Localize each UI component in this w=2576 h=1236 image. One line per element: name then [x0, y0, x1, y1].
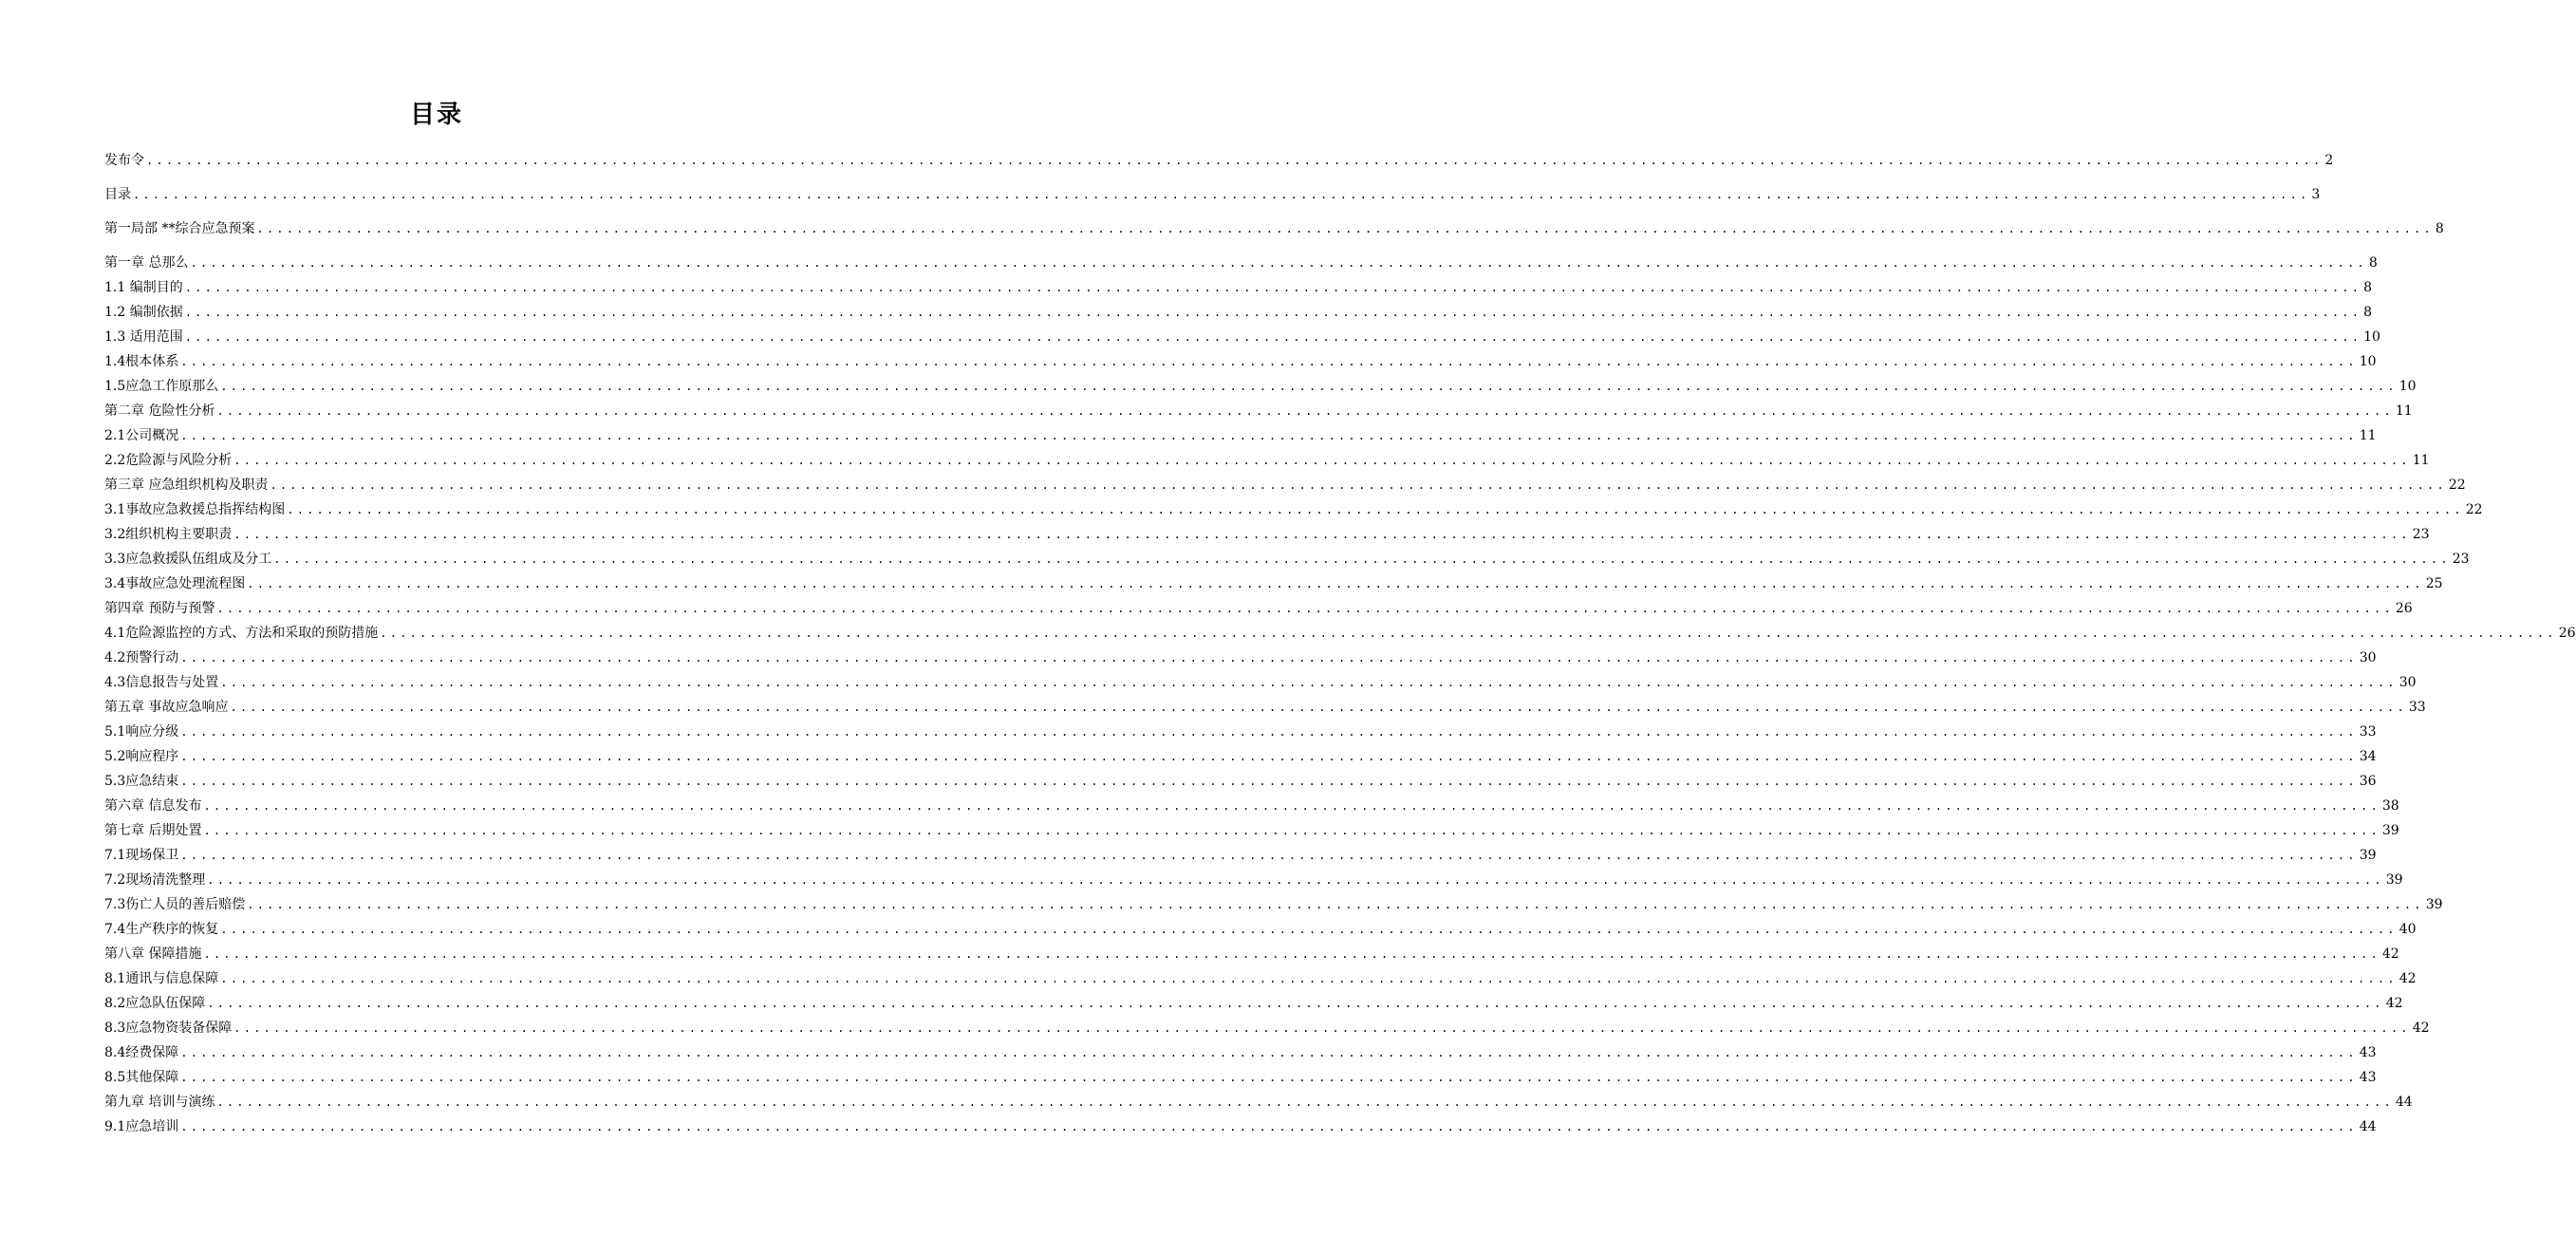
toc-dot-leader: ............................................................................................................................................................................................................................ — [270, 478, 2447, 492]
toc-entry-page-number: 42 — [2399, 971, 2417, 986]
toc-entry[interactable] — [104, 216, 2444, 237]
toc-entry-label: 第五章 事故应急响应 — [104, 700, 229, 715]
toc-entry-page-number: 34 — [2359, 749, 2377, 764]
toc-entry-label: 8.2应急队伍保障 — [104, 996, 206, 1011]
toc-dot-leader: ............................................................................................................................................................................................................................ — [220, 380, 2398, 393]
toc-entry[interactable] — [104, 251, 2378, 272]
toc-entry-page-number: 2 — [2324, 153, 2334, 168]
toc-entry-page-number: 10 — [2363, 329, 2380, 345]
toc-dot-leader: ............................................................................................................................................................................................................................ — [184, 306, 2362, 319]
toc-entry-label: 5.2响应程序 — [104, 749, 179, 764]
toc-entry-page-number: 39 — [2381, 823, 2399, 838]
toc-entry-label: 第二章 危险性分析 — [104, 403, 215, 419]
toc-entry[interactable] — [104, 892, 2443, 913]
toc-dot-leader: ............................................................................................................................................................................................................................ — [203, 799, 2380, 813]
toc-dot-leader: ............................................................................................................................................................................................................................ — [180, 750, 2358, 763]
toc-dot-leader: ............................................................................................................................................................................................................................ — [273, 552, 2451, 566]
toc-entry-label: 3.4事故应急处理流程图 — [104, 576, 246, 591]
toc-entry-page-number: 23 — [2412, 527, 2430, 542]
toc-entry-page-number: 25 — [2425, 576, 2443, 591]
toc-entry-label: 2.2危险源与风险分析 — [104, 453, 233, 468]
toc-entry[interactable] — [104, 1016, 2430, 1037]
toc-dot-leader: ............................................................................................................................................................................................................................ — [233, 1021, 2411, 1035]
toc-entry-label: 1.3 适用范围 — [104, 329, 183, 345]
toc-dot-leader: ............................................................................................................................................................................................................................ — [190, 256, 2367, 270]
toc-dot-leader: ............................................................................................................................................................................................................................ — [220, 676, 2398, 689]
toc-entry-page-number: 8 — [2435, 221, 2444, 236]
toc-entry[interactable] — [104, 349, 2377, 370]
toc-entry[interactable] — [104, 547, 2470, 568]
toc-entry[interactable] — [104, 497, 2483, 518]
toc-entry-label: 1.2 编制依据 — [104, 305, 183, 320]
toc-entry-label: 第四章 预防与预警 — [104, 601, 215, 616]
toc-entry-label: 7.4生产秩序的恢复 — [104, 922, 219, 937]
toc-entry[interactable] — [104, 473, 2466, 494]
toc-entry[interactable] — [104, 571, 2443, 592]
toc-entry-label: 3.3应急救援队伍组成及分工 — [104, 552, 272, 567]
toc-entry-page-number: 23 — [2452, 552, 2470, 567]
toc-entry[interactable] — [104, 1114, 2377, 1135]
toc-dot-leader: ............................................................................................................................................................................................................................ — [247, 898, 2424, 911]
toc-entry[interactable] — [104, 621, 2576, 642]
toc-dot-leader: ............................................................................................................................................................................................................................ — [247, 577, 2424, 590]
toc-entry-page-number: 26 — [2558, 626, 2576, 641]
toc-dot-leader: ............................................................................................................................................................................................................................ — [203, 824, 2380, 837]
toc-entry[interactable] — [104, 744, 2377, 765]
toc-entry-label: 7.2现场清洗整理 — [104, 872, 206, 888]
toc-entry-page-number: 40 — [2399, 922, 2417, 937]
toc-entry[interactable] — [104, 596, 2413, 617]
toc-dot-leader: ............................................................................................................................................................................................................................ — [233, 454, 2411, 467]
toc-dot-leader: ............................................................................................................................................................................................................................ — [180, 725, 2358, 739]
toc-entry-label: 第九章 培训与演练 — [104, 1095, 215, 1110]
toc-dot-leader: ............................................................................................................................................................................................................................ — [230, 701, 2407, 714]
toc-entry-label: 1.5应急工作原那么 — [104, 379, 219, 394]
toc-entry-page-number: 39 — [2385, 872, 2403, 888]
toc-entry[interactable] — [104, 1040, 2377, 1061]
toc-dot-leader: ............................................................................................................................................................................................................................ — [180, 849, 2358, 862]
toc-entry[interactable] — [104, 917, 2417, 938]
toc-entry-page-number: 36 — [2359, 774, 2377, 789]
toc-entry-label: 第一局部 **综合应急预案 — [104, 221, 255, 236]
toc-entry[interactable] — [104, 868, 2403, 889]
toc-entry-label: 3.1事故应急救援总指挥结构图 — [104, 502, 286, 517]
toc-entry-page-number: 33 — [2359, 724, 2377, 740]
toc-entry-page-number: 11 — [2412, 453, 2430, 468]
toc-dot-leader: ............................................................................................................................................................................................................................ — [203, 947, 2380, 961]
toc-entry-page-number: 30 — [2359, 650, 2377, 665]
toc-entry-page-number: 33 — [2408, 700, 2426, 715]
toc-dot-leader: ............................................................................................................................................................................................................................ — [180, 1120, 2358, 1133]
toc-entry-label: 4.2预警行动 — [104, 650, 179, 665]
toc-entry[interactable] — [104, 670, 2417, 691]
toc-entry-label: 第一章 总那么 — [104, 255, 189, 271]
toc-dot-leader: ............................................................................................................................................................................................................................ — [180, 775, 2358, 788]
toc-entry-page-number: 42 — [2381, 946, 2399, 962]
toc-dot-leader: ............................................................................................................................................................................................................................ — [180, 429, 2358, 442]
toc-entry-page-number: 26 — [2395, 601, 2413, 616]
toc-entry[interactable] — [104, 720, 2377, 740]
toc-entry[interactable] — [104, 275, 2373, 296]
toc-entry[interactable] — [104, 325, 2380, 346]
toc-entry-page-number: 22 — [2448, 478, 2466, 493]
toc-entry-page-number: 38 — [2381, 798, 2399, 814]
toc-dot-leader: ............................................................................................................................................................................................................................ — [133, 188, 2310, 201]
toc-entry[interactable] — [104, 942, 2399, 963]
toc-entry[interactable] — [104, 300, 2373, 321]
toc-entry[interactable] — [104, 966, 2417, 987]
toc-entry-page-number: 22 — [2465, 502, 2483, 517]
toc-entry-label: 第七章 后期处置 — [104, 823, 202, 838]
toc-dot-leader: ............................................................................................................................................................................................................................ — [216, 1096, 2394, 1109]
toc-entry-label: 1.1 编制目的 — [104, 280, 183, 295]
toc-entry-label: 4.1危险源监控的方式、方法和采取的预防措施 — [104, 626, 379, 641]
toc-entry-page-number: 39 — [2359, 848, 2377, 863]
toc-entry-label: 3.2组织机构主要职责 — [104, 527, 233, 542]
toc-dot-leader: ............................................................................................................................................................................................................................ — [180, 651, 2358, 665]
toc-dot-leader: ............................................................................................................................................................................................................................ — [216, 602, 2394, 615]
toc-entry[interactable] — [104, 695, 2426, 716]
toc-entry[interactable] — [104, 148, 2334, 169]
toc-entry-label: 8.4经费保障 — [104, 1045, 179, 1060]
toc-entry[interactable] — [104, 769, 2377, 790]
toc-entry[interactable] — [104, 991, 2403, 1012]
toc-dot-leader: ............................................................................................................................................................................................................................ — [184, 330, 2362, 344]
toc-entry-page-number: 43 — [2359, 1045, 2377, 1060]
toc-entry[interactable] — [104, 399, 2413, 420]
toc-entry-page-number: 11 — [2395, 403, 2413, 419]
toc-entry[interactable] — [104, 646, 2377, 666]
toc-dot-leader: ............................................................................................................................................................................................................................ — [380, 627, 2557, 640]
toc-dot-leader: ............................................................................................................................................................................................................................ — [180, 1046, 2358, 1059]
toc-entry-label: 第三章 应急组织机构及职责 — [104, 478, 269, 493]
toc-entry[interactable] — [104, 818, 2399, 839]
toc-entry[interactable] — [104, 843, 2377, 864]
toc-entry-page-number: 8 — [2363, 305, 2373, 320]
toc-dot-leader: ............................................................................................................................................................................................................................ — [287, 503, 2464, 516]
toc-entry-label: 8.3应急物资装备保障 — [104, 1021, 233, 1036]
toc-entry-label: 发布令 — [104, 153, 144, 168]
toc-entry-label: 5.3应急结束 — [104, 774, 179, 789]
toc-entry-label: 7.3伤亡人员的善后赔偿 — [104, 897, 246, 912]
toc-entry-page-number: 39 — [2425, 897, 2443, 912]
toc-entry-page-number: 3 — [2311, 187, 2321, 202]
toc-entry-label: 目录 — [104, 187, 131, 202]
toc-entry-label: 9.1应急培训 — [104, 1119, 179, 1134]
toc-dot-leader: ............................................................................................................................................................................................................................ — [216, 404, 2394, 418]
toc-entry-label: 8.1通讯与信息保障 — [104, 971, 219, 986]
toc-entry-page-number: 30 — [2399, 675, 2417, 690]
toc-entry-page-number: 8 — [2368, 255, 2378, 271]
toc-entry-page-number: 42 — [2385, 996, 2403, 1011]
toc-entry[interactable] — [104, 1090, 2413, 1111]
toc-dot-leader: ............................................................................................................................................................................................................................ — [184, 281, 2362, 294]
toc-entry-page-number: 42 — [2412, 1021, 2430, 1036]
toc-entry-label: 4.3信息报告与处置 — [104, 675, 219, 690]
toc-entry[interactable] — [104, 374, 2417, 395]
toc-entry[interactable] — [104, 522, 2430, 543]
toc-dot-leader: ............................................................................................................................................................................................................................ — [207, 997, 2384, 1010]
toc-dot-leader: ............................................................................................................................................................................................................................ — [180, 355, 2358, 368]
toc-entry-label: 7.1现场保卫 — [104, 848, 179, 863]
toc-dot-leader: ............................................................................................................................................................................................................................ — [146, 154, 2324, 167]
toc-entry-page-number: 44 — [2359, 1119, 2377, 1134]
toc-entry-label: 第八章 保障措施 — [104, 946, 202, 962]
toc-entry-page-number: 43 — [2359, 1070, 2377, 1085]
toc-entry-page-number: 8 — [2363, 280, 2373, 295]
toc-dot-leader: ............................................................................................................................................................................................................................ — [220, 923, 2398, 936]
toc-entry-label: 5.1响应分级 — [104, 724, 179, 740]
toc-entry-page-number: 10 — [2359, 354, 2377, 369]
toc-entry-label: 8.5其他保障 — [104, 1070, 179, 1085]
toc-entry[interactable] — [104, 1065, 2377, 1086]
toc-dot-leader: ............................................................................................................................................................................................................................ — [220, 972, 2398, 985]
toc-dot-leader: ............................................................................................................................................................................................................................ — [233, 528, 2411, 541]
toc-entry[interactable] — [104, 182, 2321, 203]
toc-entry[interactable] — [104, 448, 2430, 469]
toc-dot-leader: ............................................................................................................................................................................................................................ — [180, 1071, 2358, 1084]
toc-entry-label: 第六章 信息发布 — [104, 798, 202, 814]
toc-entry[interactable] — [104, 423, 2377, 444]
page-title: 目录 — [409, 101, 463, 129]
toc-entry-label: 2.1公司概况 — [104, 428, 179, 443]
toc-entry[interactable] — [104, 794, 2399, 815]
toc-dot-leader: ............................................................................................................................................................................................................................ — [256, 222, 2434, 235]
toc-dot-leader: ............................................................................................................................................................................................................................ — [207, 873, 2384, 887]
toc-entry-page-number: 44 — [2395, 1095, 2413, 1110]
toc-entry-label: 1.4根本体系 — [104, 354, 179, 369]
toc-entry-page-number: 10 — [2399, 379, 2417, 394]
toc-entry-page-number: 11 — [2359, 428, 2377, 443]
